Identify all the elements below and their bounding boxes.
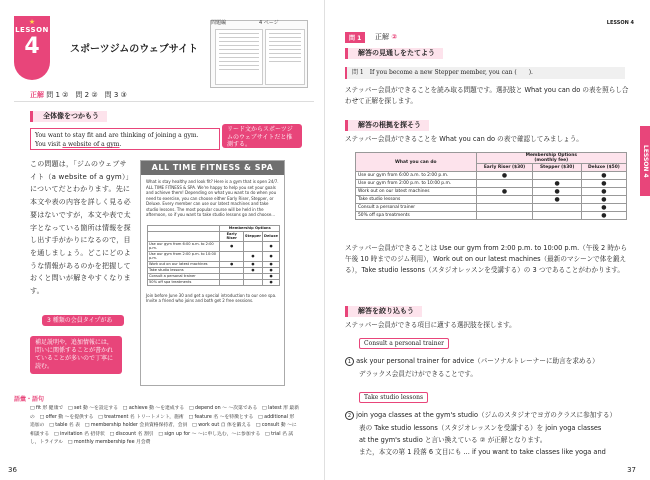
section-3-text: ステッパー会員ができる項目に適する選択肢を探します。	[345, 321, 516, 329]
table-row	[356, 188, 627, 196]
choice-2	[345, 410, 630, 421]
callout-membership: 3 種類の会員タイプがある。	[42, 315, 124, 326]
page-number: 37	[627, 466, 636, 474]
ad-col: Deluxe	[263, 231, 280, 241]
table-head-left: What you can do	[356, 153, 477, 172]
row-mark: ●	[533, 196, 581, 204]
answer-label: 正解	[375, 33, 389, 41]
ad-row-label: Work out on our latest machines	[148, 261, 220, 267]
row-mark: ●	[581, 204, 626, 212]
row-mark: ●	[533, 188, 581, 196]
table-head-title: Membership Options	[525, 153, 577, 158]
row-mark	[476, 212, 533, 220]
row-mark	[533, 204, 581, 212]
table-head-sub: (monthly fee)	[534, 158, 569, 163]
table-col: Early Riser ($30)	[476, 164, 533, 172]
question-answer	[375, 32, 397, 42]
section-heading-1: 解答の見通しをたてよう	[345, 48, 443, 59]
choice-2-note-3: また，本文の第 1 段落 6 文目にも ... if you want to take classes like yoga and	[359, 448, 606, 456]
consult-trainer-pill: Consult a personal trainer	[359, 338, 449, 349]
problem-thumbnail	[210, 20, 308, 88]
choice-2-note-1: 表の Take studio lessons（スタジオレッスンを受講する）を join yoga classes	[359, 424, 602, 432]
quote-line-1: You want to stay fit and are thinking of joining a gym.	[35, 132, 199, 139]
question-box: 問 1 If you become a new Stepper member, you can ( ).	[345, 67, 625, 79]
ad-row-label: Take studio lessons	[148, 267, 220, 273]
row-mark: ●	[581, 212, 626, 220]
right-page	[325, 0, 650, 480]
row-mark	[476, 196, 533, 204]
row-mark: ●	[581, 180, 626, 188]
row-mark: ●	[581, 172, 626, 180]
table-col: Stepper ($30)	[533, 164, 581, 172]
section-2-after-text: ステッパー会員ができることは Use our gym from 2:00 p.m. to 10:00 p.m.（午後 2 時から午後 10 時までのジム利用），Work out on our latest machines（最新のマシーンで体を鍛える），Take studio lessons（スタジオレッスンを受講する）の 3 つであることがわかります。	[345, 244, 628, 274]
section-1-text: ステッパー会員ができることを読み取る問題です。選択肢と What you can do の表を照らし合わせて正解を探します。	[345, 86, 629, 105]
ad-row-label: Use our gym from 6:00 a.m. to 2:00 p.m.	[148, 241, 220, 251]
thumbnail-page-ref: 4 ページ	[259, 20, 279, 26]
vocab-list: □ fit 形 健康で □ set 動 〜を設定する □ achieve 動 〜を達成する □ depend on 〜 〜次第である □ latest 形 最新の □ offer 動 〜を提供する □ treatment 名 トリートメント，施術 □ feature 名 〜を特徴とする □ additional 形 追加の □ table 名 表 □ membership holder 会員資格保持者，会員 □ work out 自 体を鍛える □ consult 動 〜に相談する □ invitation 名 招待状 □ discount 名 割引 □ sign up for 〜 〜に申し込む，〜に参加する □ trial 名 試し，トライアル □ monthly membership fee 月会費	[30, 406, 300, 445]
lesson-tab: LESSON 4	[640, 126, 650, 196]
section-heading-3: 解答を絞り込もう	[345, 306, 422, 317]
ad-table-header: Membership Options	[220, 225, 280, 231]
row-mark	[476, 204, 533, 212]
ad-table: Membership Options Early Riser Stepper Deluxe Use our gym from 6:00 a.m. to 2:00 p.m. ● ● Use our gym from 2:00 p.m. to 10:00 p.m. ● ● Work out on our latest machines ● ● ● Take studio lessons ● ● Consult a personal trainer ● 50% off spa treatments ●	[149, 226, 278, 284]
row-label: 50% off spa treatments	[356, 212, 477, 220]
row-mark: ●	[533, 180, 581, 188]
quote-text: You visit	[35, 141, 63, 148]
row-mark: ●	[476, 188, 533, 196]
quote-line-2	[35, 140, 215, 149]
row-label: Take studio lessons	[356, 196, 477, 204]
ad-text: What is stay healthy and look fit? Here is a gym that is open 24/7. ALL TIME FITNESS & SPA. We're happy to help you set your goals and achieve them! Depending on what you want to do when you need to exercise, you can choose either Early Riser, Stepper, or Deluxe. Every member can use our latest machines and take studio lessons. The most popular course will be held in the afternoon, so if you want to take studio lessons go and choose...	[146, 179, 279, 217]
choice-2-text: join yoga classes at the gym's studio（ジムのスタジオでヨガのクラスに参加する）	[356, 411, 617, 419]
ad-title: ALL TIME FITNESS & SPA	[141, 161, 284, 175]
ad-notes: Join before June 30 and get a special introduction to our one spa. Invite a friend who joins and both get 2 free sessions.	[146, 292, 277, 303]
thumbnail-caption: 問題編	[211, 20, 227, 26]
divider	[14, 101, 314, 102]
ad-col: Early Riser	[220, 231, 243, 241]
section-heading: 全体像をつかもう	[30, 111, 107, 122]
thumbnail-sheet-2	[265, 29, 305, 85]
page-number: 36	[8, 466, 17, 474]
row-label: Use our gym from 6:00 a.m. to 2:00 p.m.	[356, 172, 477, 180]
table-row	[356, 180, 627, 188]
row-label: Work out on our latest machines	[356, 188, 477, 196]
table-head-right	[476, 153, 626, 164]
gym-advertisement	[140, 160, 285, 386]
answers-label: 正解	[30, 91, 44, 99]
row-label: Consult a personal trainer	[356, 204, 477, 212]
ad-row-label: Use our gym from 2:00 p.m. to 10:00 p.m.	[148, 251, 220, 261]
vocab-heading: 語彙・語句	[14, 396, 45, 403]
ad-col: Stepper	[243, 231, 262, 241]
studio-lessons-pill: Take studio lessons	[359, 392, 428, 403]
thumbnail-sheet	[215, 29, 263, 85]
table-row	[356, 212, 627, 220]
table-row	[356, 172, 627, 180]
lesson-number: 4	[24, 34, 40, 59]
answers-values: 問 1 ② 問 2 ② 問 3 ③	[46, 91, 127, 99]
page-title: スポーツジムのウェブサイト	[70, 44, 199, 55]
table-row	[356, 196, 627, 204]
body-text: この問題は，「ジムのウェブサイト（a website of a gym）」についてだとわかります。先に本文や表の内容を詳しく見る必要はないですが，本文や表で太字となっている箇所は情報を探し出す手がかりになるので，目を通しましょう。どこにどのような情報があるのかを把握しておくと問いが解きやすくなります。	[30, 160, 131, 296]
membership-table	[355, 152, 627, 220]
choice-number: 2	[345, 411, 354, 420]
lead-quote	[30, 128, 220, 150]
row-mark: ●	[476, 172, 533, 180]
question-badge: 問 1	[345, 32, 365, 43]
star-icon: ★	[28, 18, 36, 26]
row-mark	[476, 180, 533, 188]
ad-row-label: Consult a personal trainer	[148, 273, 220, 279]
table-row	[356, 204, 627, 212]
table-col: Deluxe ($50)	[581, 164, 626, 172]
answer-summary	[30, 90, 127, 100]
lesson-badge	[14, 16, 50, 80]
choice-1-note: デラックス会員だけができることです。	[359, 370, 477, 378]
section-heading-2: 解答の根拠を探そう	[345, 120, 429, 131]
row-mark: ●	[581, 196, 626, 204]
choice-1-text: ask your personal trainer for advice（パーソナルトレーナーに助言を求める）	[356, 357, 599, 365]
callout-notes: 補足説明や，追加情報には，問いに関係することが書かれていることが多いので丁寧に読む。	[30, 336, 122, 374]
lesson-label: LESSON	[15, 26, 49, 34]
quote-underlined: a website of a gym	[62, 141, 120, 148]
ad-row-label: 50% off spa treatments	[148, 279, 220, 285]
running-header: LESSON 4	[606, 20, 634, 26]
row-mark: ●	[581, 188, 626, 196]
choice-1	[345, 356, 630, 367]
callout-lead: リード文からスポーツジムのウェブサイトだと推測する。	[222, 124, 302, 148]
section-2-text: ステッパー会員ができることを What you can do の表で確認してみましょう。	[345, 135, 583, 143]
row-mark	[533, 212, 581, 220]
quote-period: .	[119, 141, 122, 148]
row-label: Use our gym from 2:00 p.m. to 10:00 p.m.	[356, 180, 477, 188]
choice-number: 1	[345, 357, 354, 366]
row-mark	[533, 172, 581, 180]
choice-2-note-2: at the gym's studio と言い換えている ② が正解となります。	[359, 436, 547, 444]
answer-value: ②	[391, 33, 398, 41]
